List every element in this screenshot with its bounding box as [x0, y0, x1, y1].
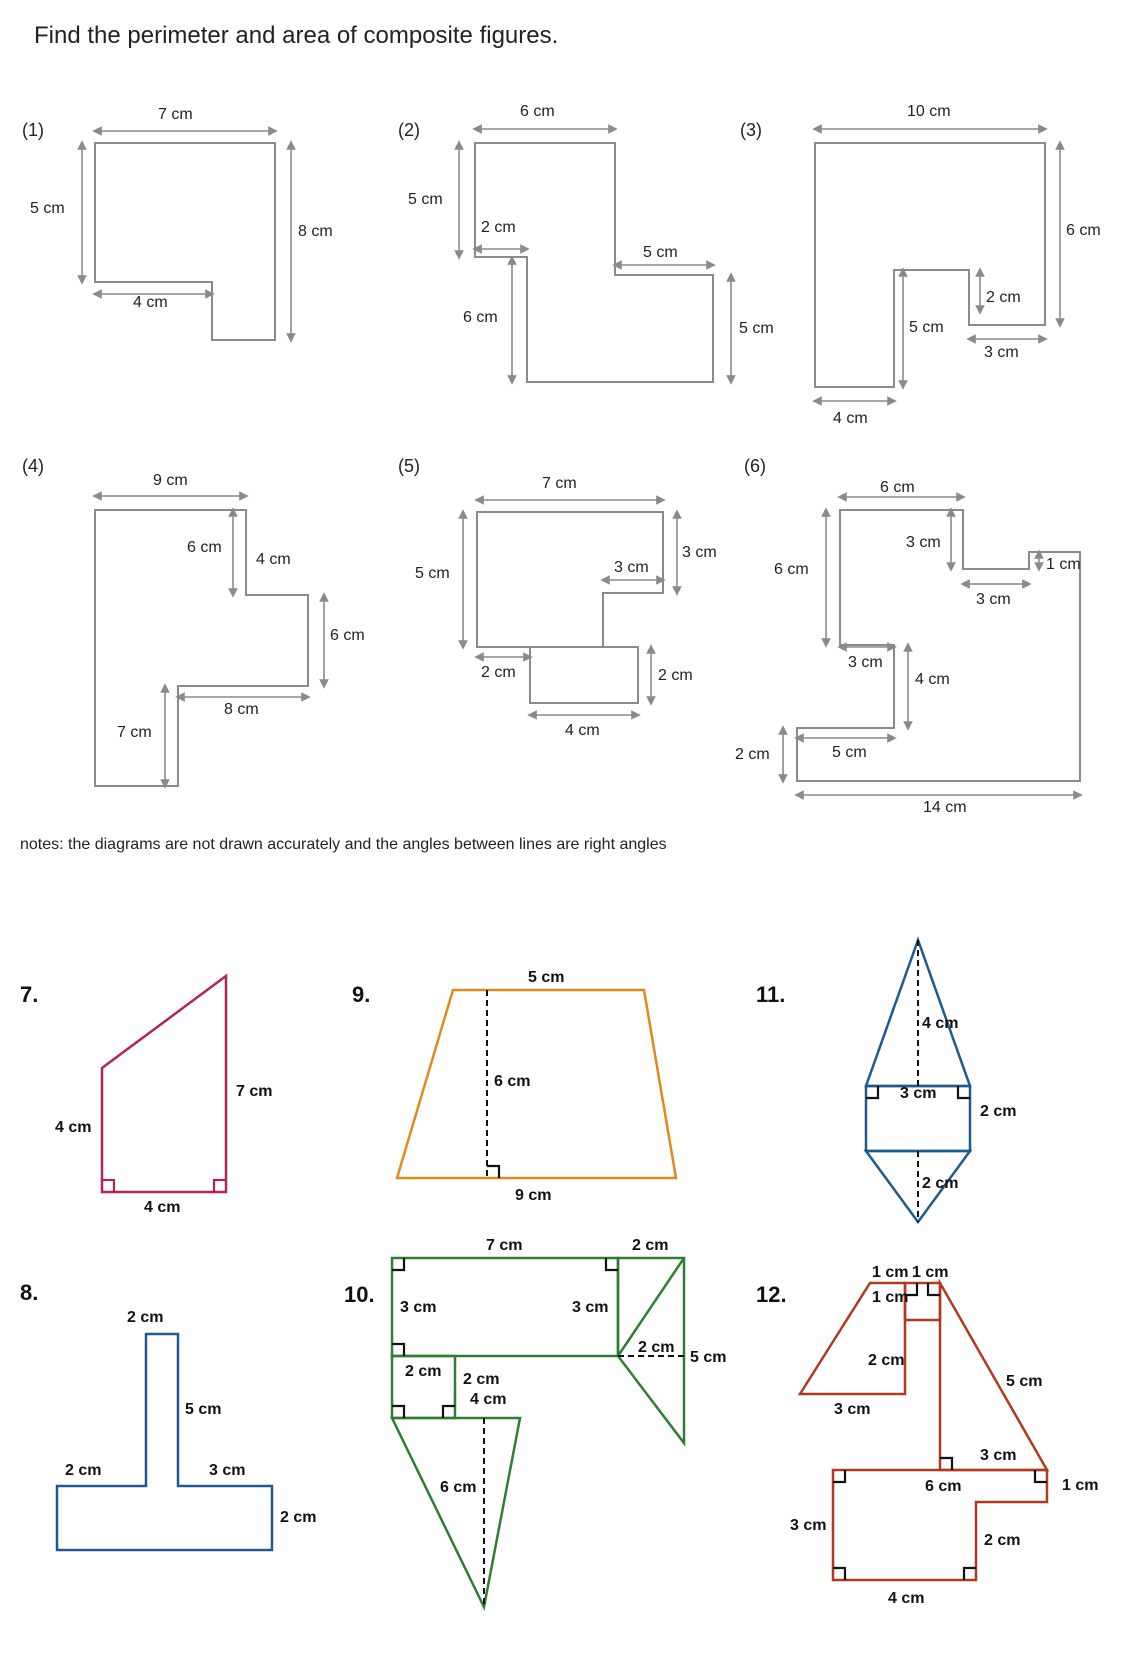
worksheet-title: Find the perimeter and area of composite figures. [34, 22, 559, 49]
figure-10-number: 10. [344, 1282, 375, 1307]
figure-12-small-square [905, 1283, 940, 1320]
figure-8-outline [57, 1334, 272, 1550]
figure-4-label-right: 6 cm [330, 627, 365, 644]
figure-6-label-inner: 4 cm [915, 671, 950, 688]
figure-10-right-angle-4 [392, 1406, 404, 1418]
figure-7-right-angle-right [214, 1180, 226, 1192]
figure-6 [735, 456, 1081, 816]
figure-5-label-lower-left: 2 cm [481, 664, 516, 681]
figure-2-outline [475, 143, 713, 382]
figure-9 [352, 969, 676, 1204]
figure-9-label-height: 6 cm [494, 1073, 531, 1090]
figure-5-lower-outline [530, 647, 638, 703]
figure-1 [22, 106, 333, 340]
figure-4 [22, 456, 365, 786]
figure-1-outline [95, 143, 275, 340]
figure-12 [756, 1264, 1098, 1607]
figure-4-label-step: 4 cm [256, 551, 291, 568]
figure-10-label-square-top: 2 cm [405, 1363, 442, 1380]
figure-8-label-right-arm: 3 cm [209, 1462, 246, 1479]
figure-10-right-angle-1 [392, 1258, 404, 1270]
figure-2-label-left: 5 cm [408, 191, 443, 208]
figure-6-label-ledge: 3 cm [848, 654, 883, 671]
figure-4-label-lower: 7 cm [117, 724, 152, 741]
figure-4-label-top: 9 cm [153, 472, 188, 489]
figure-2 [398, 103, 774, 382]
figure-8-label-left-arm: 2 cm [65, 1462, 102, 1479]
figure-12-label-base-left: 3 cm [790, 1517, 827, 1534]
figure-3-label-mid: 3 cm [984, 344, 1019, 361]
figure-12-label-trapezoid-base: 3 cm [834, 1401, 871, 1418]
figure-12-label-base-top: 6 cm [925, 1478, 962, 1495]
figure-5-label-bottom: 4 cm [565, 722, 600, 739]
figure-1-label-top: 7 cm [158, 106, 193, 123]
figure-8 [20, 1280, 316, 1550]
figure-1-label-bottom: 4 cm [133, 294, 168, 311]
figure-6-number: (6) [744, 456, 766, 476]
figure-2-number: (2) [398, 120, 420, 140]
figure-10 [344, 1237, 726, 1607]
figure-6-label-top: 6 cm [880, 479, 915, 496]
figure-1-label-right: 8 cm [298, 223, 333, 240]
figure-12-right-angle-2 [928, 1283, 940, 1295]
figure-6-label-bottom: 14 cm [923, 799, 967, 816]
figure-10-label-mid: 3 cm [572, 1299, 609, 1316]
figure-7-outline [102, 976, 226, 1192]
figure-4-label-inner: 6 cm [187, 539, 222, 556]
figure-7-label-left: 4 cm [55, 1119, 92, 1136]
figure-2-label-step: 2 cm [481, 219, 516, 236]
figure-3-label-step: 2 cm [986, 289, 1021, 306]
worksheet-note: notes: the diagrams are not drawn accurately and the angles between lines are right angles [20, 836, 667, 853]
figure-3-number: (3) [740, 120, 762, 140]
figure-3-label-bottom: 4 cm [833, 410, 868, 427]
figure-6-label-notch: 3 cm [906, 534, 941, 551]
figure-6-label-step: 3 cm [976, 591, 1011, 608]
figure-11-label-width: 3 cm [900, 1085, 937, 1102]
figure-12-label-top-1: 1 cm [872, 1264, 909, 1281]
figure-9-label-bottom: 9 cm [515, 1187, 552, 1204]
figure-2-label-mid: 5 cm [643, 244, 678, 261]
figure-12-label-hypotenuse: 5 cm [1006, 1373, 1043, 1390]
figure-11-label-side: 2 cm [980, 1103, 1017, 1120]
figure-7 [20, 976, 272, 1216]
figure-12-label-base-right: 2 cm [984, 1532, 1021, 1549]
figure-9-right-angle [487, 1166, 499, 1178]
figure-2-label-right: 5 cm [739, 320, 774, 337]
figure-11-label-bottom-height: 2 cm [922, 1175, 959, 1192]
figure-10-label-triangle-height-lower: 6 cm [440, 1479, 477, 1496]
figure-5-label-top: 7 cm [542, 475, 577, 492]
figure-12-number: 12. [756, 1282, 787, 1307]
figure-8-label-stem: 5 cm [185, 1401, 222, 1418]
figure-5-label-right: 3 cm [682, 544, 717, 561]
figure-4-label-mid: 8 cm [224, 701, 259, 718]
figure-5-label-left: 5 cm [415, 565, 450, 582]
figure-6-label-lower-left: 2 cm [735, 746, 770, 763]
figure-7-label-bottom: 4 cm [144, 1199, 181, 1216]
figure-6-label-left: 6 cm [774, 561, 809, 578]
figure-8-number: 8. [20, 1280, 39, 1305]
figure-4-number: (4) [22, 456, 44, 476]
figure-10-right-angle-3 [392, 1344, 404, 1356]
figure-3-label-top: 10 cm [907, 103, 951, 120]
figure-12-label-square-side: 1 cm [872, 1289, 909, 1306]
figure-1-number: (1) [22, 120, 44, 140]
figure-11 [756, 940, 1016, 1222]
figure-12-label-top-2: 1 cm [912, 1264, 949, 1281]
figure-3 [740, 103, 1101, 427]
figure-12-right-angle-3 [940, 1458, 952, 1470]
figure-6-label-lower: 5 cm [832, 744, 867, 761]
figure-3-label-inner: 5 cm [909, 319, 944, 336]
figure-11-right-angle-1 [866, 1086, 878, 1098]
figure-10-label-right: 5 cm [690, 1349, 727, 1366]
figure-10-right-angle-5 [443, 1406, 455, 1418]
figure-5-label-step: 3 cm [614, 559, 649, 576]
figure-5-label-lower-right: 2 cm [658, 667, 693, 684]
figure-12-right-angle-7 [964, 1568, 976, 1580]
figure-12-label-trapezoid-side: 2 cm [868, 1352, 905, 1369]
figure-6-label-small: 1 cm [1046, 556, 1081, 573]
figure-9-number: 9. [352, 982, 371, 1007]
figure-2-label-inner: 6 cm [463, 309, 498, 326]
figure-3-label-right: 6 cm [1066, 222, 1101, 239]
figure-12-label-base-bottom: 4 cm [888, 1590, 925, 1607]
figure-9-outline [397, 990, 676, 1178]
figure-8-label-top: 2 cm [127, 1309, 164, 1326]
figure-12-label-base-step: 1 cm [1062, 1477, 1099, 1494]
figure-5-number: (5) [398, 456, 420, 476]
figure-11-number: 11. [756, 982, 786, 1007]
figure-8-label-right: 2 cm [280, 1509, 317, 1526]
figure-10-label-left: 3 cm [400, 1299, 437, 1316]
figure-2-label-top: 6 cm [520, 103, 555, 120]
figure-12-right-angle-5 [1035, 1470, 1047, 1482]
figure-7-label-right: 7 cm [236, 1083, 273, 1100]
figure-9-label-top: 5 cm [528, 969, 565, 986]
figure-10-right-angle-2 [606, 1258, 618, 1270]
figure-12-right-angle-4 [833, 1470, 845, 1482]
figure-10-label-top: 7 cm [486, 1237, 523, 1254]
figure-11-label-top-height: 4 cm [922, 1015, 959, 1032]
figure-1-label-left: 5 cm [30, 200, 65, 217]
figure-12-right-angle-6 [833, 1568, 845, 1580]
figure-10-label-square-side: 2 cm [463, 1371, 500, 1388]
figure-11-right-angle-2 [958, 1086, 970, 1098]
figure-10-label-triangle-height: 2 cm [638, 1339, 675, 1356]
figure-10-label-top-right: 2 cm [632, 1237, 669, 1254]
figure-10-lower-triangle [392, 1418, 520, 1607]
figure-10-label-triangle-base: 4 cm [470, 1391, 507, 1408]
figure-12-label-triangle-base: 3 cm [980, 1447, 1017, 1464]
figure-5 [398, 456, 717, 739]
figure-7-number: 7. [20, 982, 39, 1007]
figure-7-right-angle-left [102, 1180, 114, 1192]
